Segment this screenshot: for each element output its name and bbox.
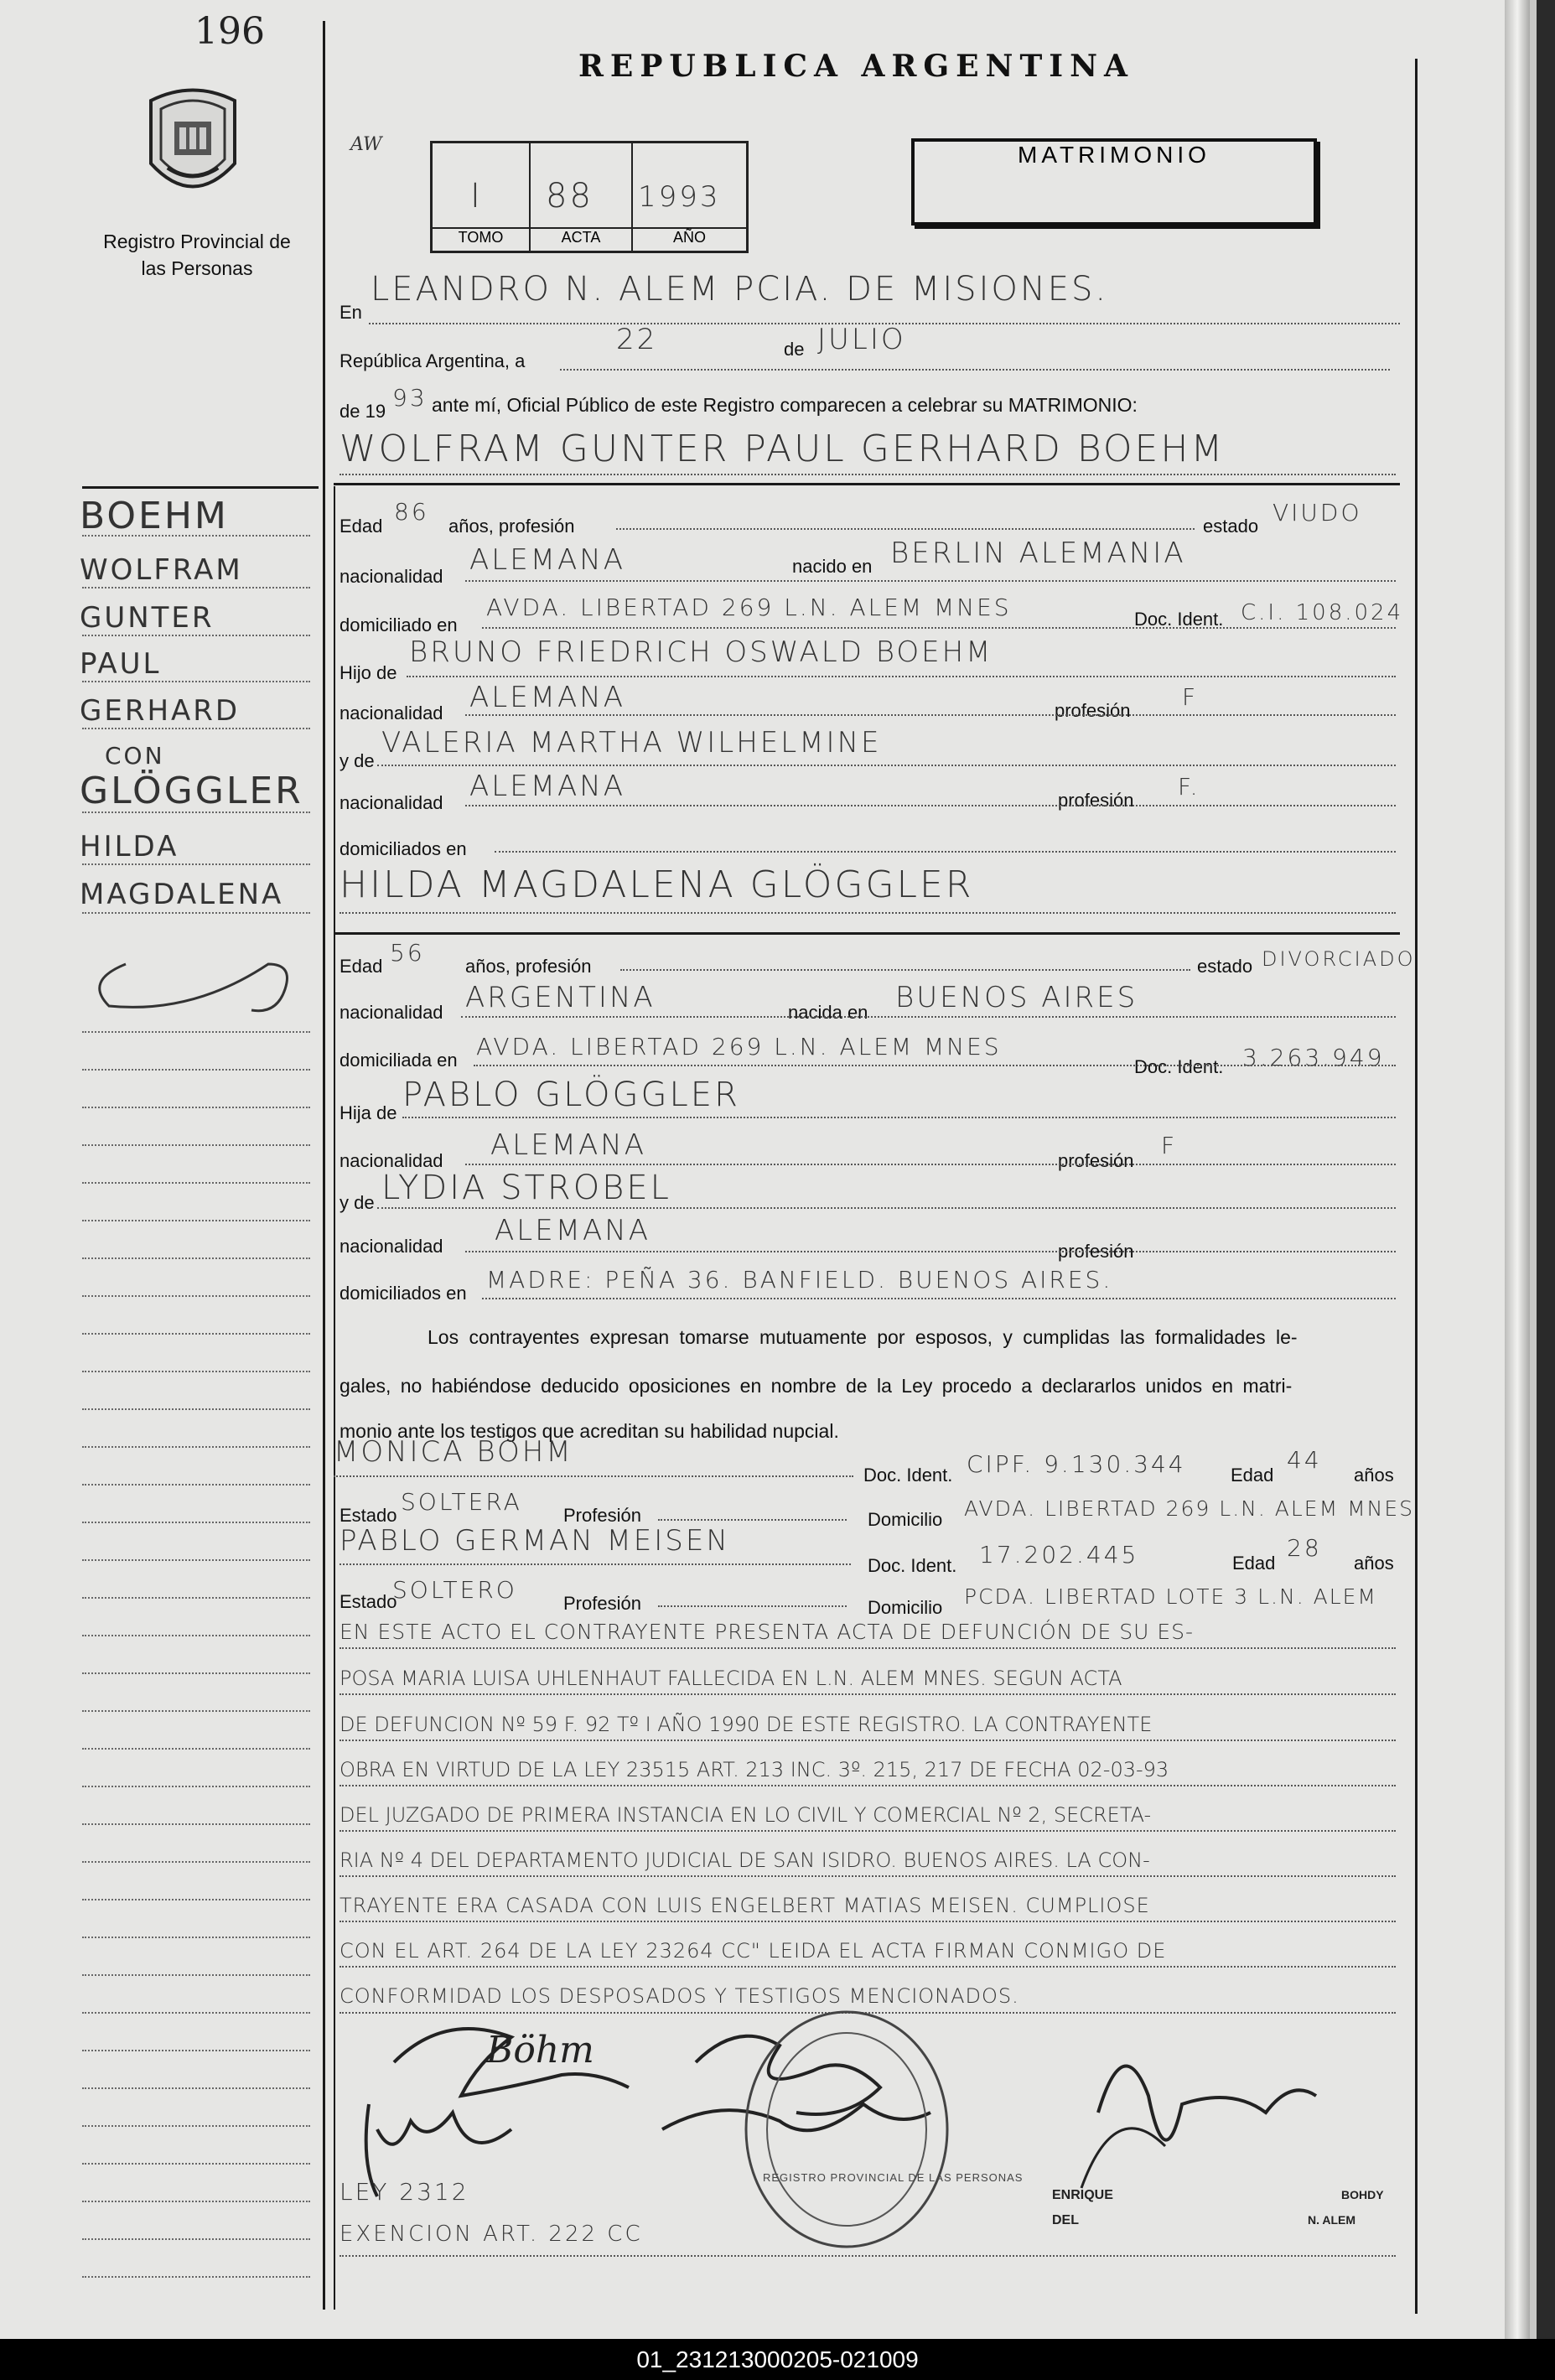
groom-estado-label: estado bbox=[1203, 516, 1259, 537]
witness1-estado: SOLTERA bbox=[401, 1488, 522, 1516]
bride-estado: DIVORCIADO bbox=[1262, 947, 1416, 971]
witness1-doc: CIPF. 9.130.344 bbox=[967, 1450, 1186, 1478]
bride-yde-label: y de bbox=[340, 1192, 375, 1213]
groom-edad: 86 bbox=[394, 498, 429, 526]
note-line-8: CONFORMIDAD LOS DESPOSADOS Y TESTIGOS MENCIONADOS. bbox=[340, 1984, 1019, 2008]
groom-nacido-label: nacido en bbox=[792, 556, 873, 577]
witness1-dom-label: Domicilio bbox=[868, 1509, 943, 1530]
tomo-label: TOMO bbox=[433, 227, 529, 246]
initials: AW bbox=[350, 134, 382, 155]
declaration-line-1: gales, no habiéndose deducido oposiciones en nombre de la Ley procedo a declararlos unidos en matri- bbox=[340, 1375, 1293, 1397]
bride-nacida: BUENOS AIRES bbox=[895, 981, 1138, 1014]
registry-name bbox=[92, 228, 302, 282]
groom-madre: VALERIA MARTHA WILHELMINE bbox=[381, 726, 882, 760]
groom-padre-nac-label: nacionalidad bbox=[340, 703, 443, 723]
note-line-3: OBRA EN VIRTUD DE LA LEY 23515 ART. 213 INC. 3º. 215, 217 DE FECHA 02-03-93 bbox=[340, 1758, 1169, 1781]
witness1-estado-label: Estado bbox=[340, 1505, 397, 1526]
note-line-1: POSA MARIA LUISA UHLENHAUT FALLECIDA EN L.N. ALEM MNES. SEGUN ACTA bbox=[340, 1667, 1122, 1690]
note-line-2: DE DEFUNCION Nº 59 F. 92 Tº I AÑO 1990 DE ESTE REGISTRO. LA CONTRAYENTE bbox=[340, 1713, 1153, 1736]
image-id-bar bbox=[0, 2339, 1555, 2380]
groom-anos-label: años, profesión bbox=[448, 516, 575, 537]
image-id: 01_231213000205-021009 bbox=[636, 2346, 919, 2372]
note-line-0: EN ESTE ACTO EL CONTRAYENTE PRESENTA ACTA DE DEFUNCIÓN DE SU ES- bbox=[340, 1620, 1195, 1644]
bride-padre-prof-label: profesión bbox=[1058, 1150, 1134, 1171]
tomo-value: I bbox=[470, 177, 483, 215]
margin-name-6: GLÖGGLER bbox=[80, 770, 303, 812]
official-stamp-0: ENRIQUE bbox=[1052, 2188, 1113, 2202]
section-rule-1 bbox=[82, 486, 319, 489]
left-margin-rule bbox=[323, 21, 325, 2310]
bride-padre-nac: ALEMANA bbox=[490, 1128, 646, 1162]
groom-estado: VIUDO bbox=[1273, 499, 1362, 526]
bride-madre-nac: ALEMANA bbox=[495, 1214, 651, 1247]
groom-doc: C.I. 108.024 bbox=[1241, 600, 1404, 625]
month: JULIO bbox=[817, 323, 906, 356]
groom-nacionalidad: ALEMANA bbox=[469, 543, 625, 577]
bride-madre: LYDIA STROBEL bbox=[381, 1169, 671, 1207]
groom-padre: BRUNO FRIEDRICH OSWALD BOEHM bbox=[409, 635, 993, 669]
acta-label: ACTA bbox=[531, 227, 631, 246]
bride-domiciliados: MADRE: PEÑA 36. BANFIELD. BUENOS AIRES. bbox=[486, 1266, 1113, 1294]
bride-dom-label: domiciliada en bbox=[340, 1050, 458, 1071]
margin-name-3: PAUL bbox=[80, 647, 162, 681]
anio-value: 1993 bbox=[638, 180, 721, 214]
bride-full-name: HILDA MAGDALENA GLÖGGLER bbox=[340, 863, 974, 906]
groom-madre-prof-label: profesión bbox=[1058, 790, 1134, 811]
bride-padre: PABLO GLÖGGLER bbox=[402, 1076, 740, 1114]
bride-nac-label: nacionalidad bbox=[340, 1002, 443, 1023]
witness1-doc-label: Doc. Ident. bbox=[863, 1465, 953, 1486]
place: LEANDRO N. ALEM PCIA. DE MISIONES. bbox=[371, 270, 1109, 309]
groom-madre-prof: F. bbox=[1178, 773, 1200, 801]
declaration-line-0: Los contrayentes expresan tomarse mutuamente por esposos, y cumplidas las formalidades le- bbox=[428, 1326, 1298, 1348]
witness2-doc: 17.202.445 bbox=[979, 1541, 1139, 1569]
bottom-note-0: LEY 2312 bbox=[340, 2178, 469, 2206]
en-label: En bbox=[340, 302, 362, 323]
groom-nacido: BERLIN ALEMANIA bbox=[890, 537, 1186, 570]
groom-domiciliados-label: domiciliados en bbox=[340, 838, 467, 859]
groom-dom-label: domiciliado en bbox=[340, 614, 458, 635]
groom-padre-nac: ALEMANA bbox=[469, 681, 625, 714]
groom-full-name: WOLFRAM GUNTER PAUL GERHARD BOEHM bbox=[340, 428, 1226, 470]
witness1-domicilio: AVDA. LIBERTAD 269 L.N. ALEM MNES bbox=[964, 1496, 1415, 1521]
bride-hija-label: Hija de bbox=[340, 1102, 397, 1123]
republica-label: República Argentina, a bbox=[340, 350, 526, 371]
bride-madre-nac-label: nacionalidad bbox=[340, 1236, 443, 1257]
witness1-edad-label: Edad bbox=[1231, 1465, 1274, 1486]
groom-edad-label: Edad bbox=[340, 516, 383, 537]
note-line-7: CON EL ART. 264 DE LA LEY 23264 CC" LEIDA EL ACTA FIRMAN CONMIGO DE bbox=[340, 1939, 1167, 1963]
official-stamp-1: DEL bbox=[1052, 2213, 1079, 2227]
margin-flourish-icon bbox=[75, 947, 319, 1023]
day: 22 bbox=[616, 323, 658, 356]
record-type-box bbox=[911, 138, 1317, 226]
groom-padre-prof-label: profesión bbox=[1055, 700, 1131, 721]
margin-name-2: GUNTER bbox=[80, 601, 215, 635]
witness2-doc-label: Doc. Ident. bbox=[868, 1555, 957, 1576]
bride-padre-prof: F bbox=[1161, 1132, 1178, 1159]
margin-name-5: CON bbox=[105, 742, 165, 770]
groom-hijo-label: Hijo de bbox=[340, 662, 397, 683]
page-edge bbox=[1505, 0, 1530, 2339]
official-stamp-3: N. ALEM bbox=[1308, 2213, 1356, 2227]
note-line-6: TRAYENTE ERA CASADA CON LUIS ENGELBERT MATIAS MEISEN. CUMPLIOSE bbox=[340, 1894, 1150, 1917]
groom-padre-prof: F bbox=[1182, 683, 1199, 711]
bride-doc: 3.263.949 bbox=[1242, 1044, 1385, 1071]
record-number-box bbox=[430, 141, 749, 253]
signature-text: Böhm bbox=[486, 2029, 594, 2071]
groom-doc-label: Doc. Ident. bbox=[1134, 609, 1224, 630]
section-rule-groom bbox=[334, 483, 1400, 485]
note-line-5: RIA Nº 4 DEL DEPARTAMENTO JUDICIAL DE SAN ISIDRO. BUENOS AIRES. LA CON- bbox=[340, 1849, 1150, 1872]
witness2-anos-label: años bbox=[1354, 1553, 1394, 1574]
bride-edad-label: Edad bbox=[340, 956, 383, 977]
page-number: 196 bbox=[194, 10, 265, 53]
acta-value: 88 bbox=[546, 177, 593, 215]
bride-nacida-label: nacida en bbox=[788, 1002, 868, 1023]
declaration-line-2: monio ante los testigos que acreditan su habilidad nupcial. bbox=[340, 1420, 839, 1442]
bride-madre-prof-label: profesión bbox=[1058, 1241, 1134, 1262]
bride-anos-label: años, profesión bbox=[465, 956, 592, 977]
right-rule bbox=[1415, 59, 1418, 2314]
note-line-4: DEL JUZGADO DE PRIMERA INSTANCIA EN LO CIVIL Y COMERCIAL Nº 2, SECRETA- bbox=[340, 1803, 1152, 1827]
stamp-text: REGISTRO PROVINCIAL DE LAS PERSONAS bbox=[763, 2171, 1024, 2184]
bride-domicilio: AVDA. LIBERTAD 269 L.N. ALEM MNES bbox=[476, 1033, 1002, 1060]
groom-madre-nac: ALEMANA bbox=[469, 770, 625, 803]
bottom-note-1: EXENCION ART. 222 CC bbox=[340, 2222, 643, 2247]
margin-name-8: MAGDALENA bbox=[80, 878, 284, 911]
bride-domiciliados-label: domiciliados en bbox=[340, 1283, 467, 1304]
year-suffix: 93 bbox=[392, 384, 428, 412]
groom-nac-label: nacionalidad bbox=[340, 566, 443, 587]
margin-name-0: BOEHM bbox=[80, 495, 229, 537]
witness2-edad-label: Edad bbox=[1232, 1553, 1276, 1574]
witness1-edad: 44 bbox=[1287, 1446, 1322, 1474]
witness1-anos-label: años bbox=[1354, 1465, 1394, 1486]
ante-text: ante mí, Oficial Público de este Registro comparecen a celebrar su MATRIMONIO: bbox=[432, 394, 1138, 416]
margin-name-7: HILDA bbox=[80, 830, 179, 863]
bride-padre-nac-label: nacionalidad bbox=[340, 1150, 443, 1171]
bride-estado-label: estado bbox=[1197, 956, 1253, 977]
witness2-prof-label: Profesión bbox=[563, 1593, 641, 1614]
witness2-dom-label: Domicilio bbox=[868, 1597, 943, 1618]
witness2-domicilio: PCDA. LIBERTAD LOTE 3 L.N. ALEM bbox=[964, 1584, 1377, 1609]
official-stamp-2: BOHDY bbox=[1341, 2188, 1384, 2201]
bride-doc-label: Doc. Ident. bbox=[1134, 1056, 1224, 1077]
groom-yde-label: y de bbox=[340, 750, 375, 771]
misiones-seal-icon bbox=[143, 84, 243, 210]
margin-name-4: GERHARD bbox=[80, 694, 241, 728]
section-rule-bride bbox=[334, 932, 1400, 935]
margin-name-1: WOLFRAM bbox=[80, 553, 243, 587]
anio-label: AÑO bbox=[633, 227, 746, 246]
witness2-edad: 28 bbox=[1287, 1534, 1322, 1562]
de19-label: de 19 bbox=[340, 401, 386, 422]
witness2-estado: SOLTERO bbox=[392, 1576, 517, 1604]
witness1-prof-label: Profesión bbox=[563, 1505, 641, 1526]
inner-rule bbox=[334, 486, 335, 2310]
bride-edad: 56 bbox=[390, 939, 425, 967]
document-title: REPUBLICA ARGENTINA bbox=[578, 49, 1134, 84]
groom-madre-nac-label: nacionalidad bbox=[340, 792, 443, 813]
bride-nacionalidad: ARGENTINA bbox=[465, 981, 656, 1014]
witness1-name: MONICA BÖHM bbox=[334, 1435, 573, 1469]
witness2-estado-label: Estado bbox=[340, 1591, 397, 1612]
witness2-name: PABLO GERMAN MEISEN bbox=[340, 1524, 730, 1558]
groom-domicilio: AVDA. LIBERTAD 269 L.N. ALEM MNES bbox=[486, 594, 1012, 621]
registry-name-text: Registro Provincial de las Personas bbox=[103, 231, 291, 279]
record-type: MATRIMONIO bbox=[1018, 142, 1210, 168]
de-label: de bbox=[784, 339, 805, 360]
